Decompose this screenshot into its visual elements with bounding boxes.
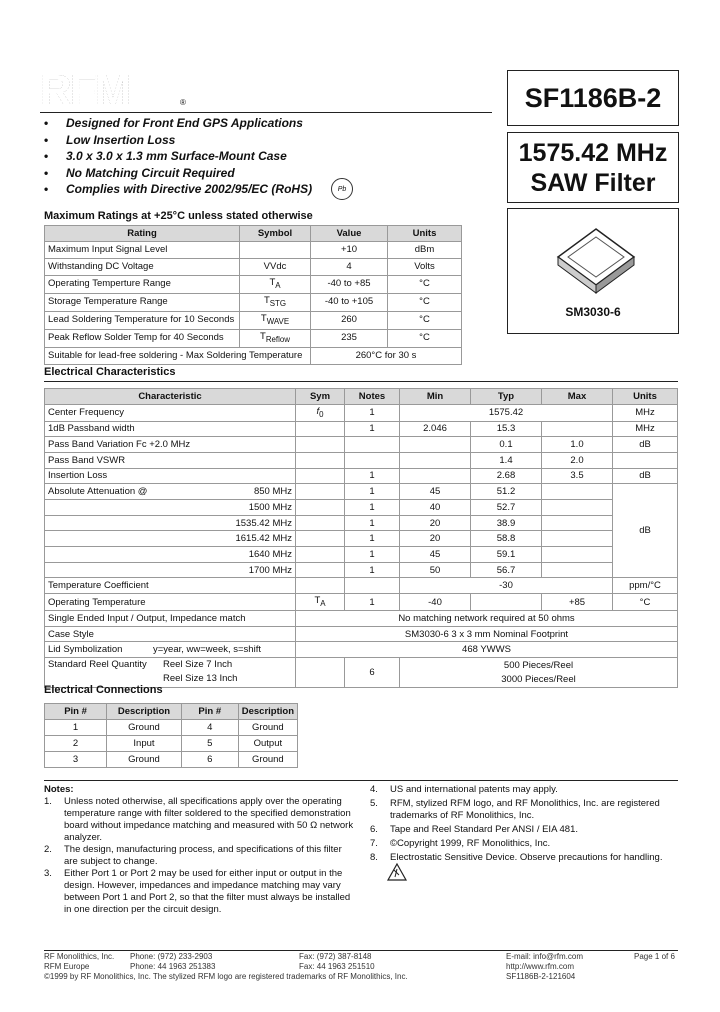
table-row: Pass Band VSWR 1.4 2.0 [45, 452, 678, 468]
table-row: 1 Ground 4 Ground [45, 720, 298, 736]
connections-table [44, 703, 298, 768]
table-row: 3 Ground 6 Ground [45, 752, 298, 768]
table-row: Standard Reel Quantity Reel Size 7 Inch Reel Size 13 Inch 6 500 Pieces/Reel 3000 Pieces/Reel [45, 658, 678, 688]
note-item: 5. RFM, stylized RFM logo, and RF Monolithics, Inc. are registered trademarks of RF Monolithics, Inc. [370, 798, 660, 821]
table-row: Storage Temperature Range $T_{STG}$ -40 to +105 °C [45, 293, 462, 311]
table-row: Insertion Loss 1 2.68 3.5 dB [45, 468, 678, 484]
notes-rule [44, 780, 678, 781]
electrical-table [44, 388, 678, 688]
table-row: 1700 MHz 1 50 56.7 [45, 562, 678, 578]
notes-left [44, 784, 354, 916]
table-row: 2 Input 5 Output [45, 736, 298, 752]
note-item: 2. The design, manufacturing process, and specifications of this filter are subject to change. [44, 844, 342, 867]
table-row: Lead Soldering Temperature for 10 Seconds $T_{WAVE}$ 260 °C [45, 311, 462, 329]
max-ratings-table [44, 225, 462, 365]
title-box [507, 132, 679, 203]
esd-warning-icon [386, 862, 408, 884]
feature-list [44, 116, 484, 199]
package-label: SM3030-6 [565, 305, 621, 319]
title-frequency: 1575.42 MHz [518, 139, 668, 167]
table-header-row: Rating Symbol Value Units [45, 226, 462, 242]
table-row: Single Ended Input / Output, Impedance match No matching network required at 50 ohms [45, 611, 678, 627]
note-item: 3. Either Port 1 or Port 2 may be used for either input or output in the design. However, impedances and impedance matching may vary between Port 1 and Port 2, so that the filter must always be installed in one direction per the circuit design. [44, 868, 351, 915]
table-row: Withstanding DC Voltage VVdc 4 Volts [45, 259, 462, 276]
section-rule [44, 381, 678, 382]
table-row: Suitable for lead-free soldering - Max Soldering Temperature 260°C for 30 s [45, 347, 462, 364]
electrical-connections-title: Electrical Connections [44, 684, 163, 696]
logo-registered-mark: ® [180, 98, 186, 107]
title-device: SAW Filter [530, 169, 656, 197]
notes-right [370, 784, 674, 864]
table-row: Peak Reflow Solder Temp for 40 Seconds $T_{Reflow}$ 235 °C [45, 329, 462, 347]
table-row: Operating Temperture Range $T_A$ -40 to +85 °C [45, 276, 462, 294]
table-row: Lid Symbolization y=year, ww=week, s=shift 468 YWWS [45, 642, 678, 658]
part-number-box [507, 70, 679, 126]
part-number: SF1186B-2 [524, 82, 662, 113]
rfm-logo [40, 66, 186, 115]
electrical-characteristics-title: Electrical Characteristics [44, 366, 176, 378]
table-row: Maximum Input Signal Level +10 dBm [45, 242, 462, 259]
feature-item: • Low Insertion Loss [44, 132, 176, 147]
table-row: 1640 MHz 1 45 59.1 [45, 547, 678, 563]
logo-text: RFM [40, 72, 150, 110]
note-item: 6. Tape and Reel Standard Per ANSI / EIA 481. [370, 824, 579, 835]
table-row: Center Frequency $f_0$ 1 1575.42 MHz [45, 404, 678, 421]
pb-free-icon: Pb [331, 178, 353, 200]
table-header-row: Pin # Description Pin # Description [45, 704, 298, 720]
note-item: 1. Unless noted otherwise, all specifications apply over the operating temperature range with filter soldered to the specified demonstration board without impedance matching and measured with 50 Ω network analyzer. [44, 796, 354, 843]
note-item: 7. ©Copyright 1999, RF Monolithics, Inc. [370, 838, 551, 849]
table-row: 1615.42 MHz 1 20 58.8 [45, 531, 678, 547]
header-rule [40, 112, 492, 113]
table-row: Operating Temperature $T_A$ 1 -40 +85 °C [45, 594, 678, 611]
table-row: 1dB Passband width 1 2.046 15.3 MHz [45, 421, 678, 437]
feature-item: • 3.0 x 3.0 x 1.3 mm Surface-Mount Case [44, 149, 287, 164]
table-row: 1500 MHz 1 40 52.7 [45, 500, 678, 516]
note-item: 4. US and international patents may apply. [370, 784, 558, 795]
table-row: 1535.42 MHz 1 20 38.9 [45, 515, 678, 531]
table-row: Absolute Attenuation @ 850 MHz 1 45 51.2 dB [45, 484, 678, 500]
table-header-row: Characteristic Sym Notes Min Typ Max Units [45, 389, 678, 405]
feature-item: • Designed for Front End GPS Applications [44, 116, 303, 130]
feature-item: • Complies with Directive 2002/95/EC (RoHS) [44, 182, 313, 197]
table-row: Temperature Coefficient -30 ppm/°C [45, 578, 678, 594]
table-row: Case Style SM3030-6 3 x 3 mm Nominal Footprint [45, 626, 678, 642]
note-item: 8. Electrostatic Sensitive Device. Observe precautions for handling. [370, 852, 663, 863]
package-illustration [554, 223, 638, 299]
package-box [507, 208, 679, 334]
max-ratings-title: Maximum Ratings at +25°C unless stated otherwise [44, 210, 313, 222]
feature-item: • No Matching Circuit Required [44, 165, 235, 180]
table-row: Pass Band Variation Fc +2.0 MHz 0.1 1.0 dB [45, 437, 678, 453]
footer-rule [44, 950, 678, 951]
notes-title: Notes: [44, 784, 74, 795]
